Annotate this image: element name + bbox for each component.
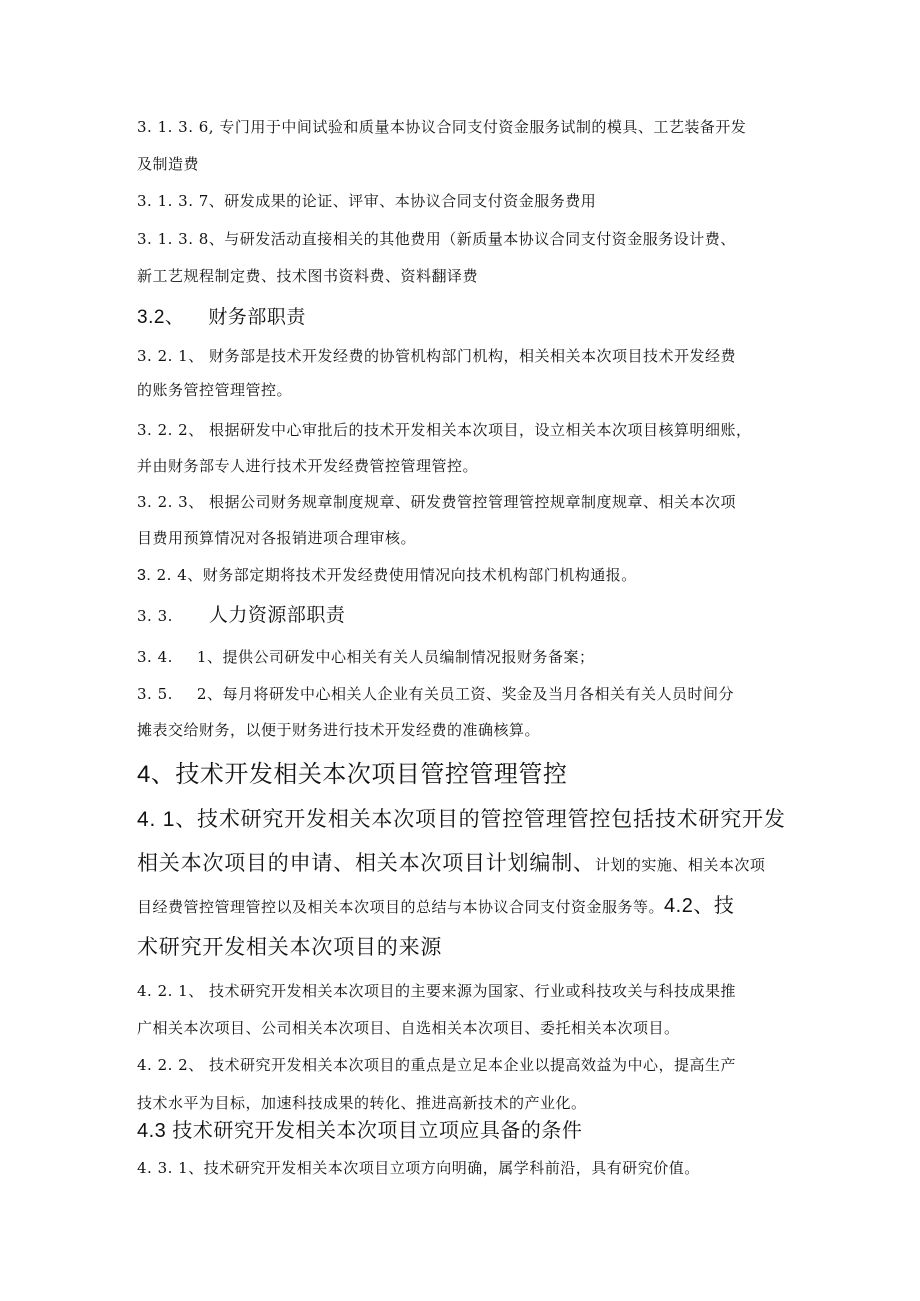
heading-4-3: 4.3 技术研究开发相关本次项目立项应具备的条件 [137, 1120, 583, 1142]
paragraph-3-4-text: 1、提供公司研发中心相关有关人员编制情况报财务备案； [196, 648, 595, 666]
paragraph-3-5-line2: 摊表交给财务，以便于财务进行技术开发经费的准确核算。 [137, 721, 541, 739]
paragraph-3-5-text: 2、每月将研发中心相关人企业有关员工资、奖金及当月各相关有关人员时间分 [196, 685, 734, 703]
paragraph-4-1-line1: 4. 1、技术研究开发相关本次项目的管控管理管控包括技术研究开发 [137, 808, 786, 831]
paragraph-3-2-4 [137, 565, 637, 586]
paragraph-3-4 [137, 647, 594, 667]
paragraph-3-2-1-line2: 的账务管控管理管控。 [137, 381, 293, 399]
heading-4: 4、技术开发相关本次项目管控管理管控 [137, 761, 568, 788]
paragraph-3-2-2-line2: 并由财务部专人进行技术开发经费管控管理管控。 [137, 457, 479, 475]
paragraph-4-3-1: 4. 3. 1、技术研究开发相关本次项目立项方向明确，属学科前沿，具有研究价值。 [137, 1159, 700, 1177]
paragraph-4-1-line2 [137, 850, 765, 878]
paragraph-3-2-3-line1: 3. 2. 3、 根据公司财务规章制度规章、研发费管控管理管控规章制度规章、相关本次项 [137, 493, 736, 511]
paragraph-4-2-1-line2: 广相关本次项目、公司相关本次项目、自选相关本次项目、委托相关本次项目。 [137, 1019, 680, 1037]
paragraph-3-1-3-7: 3. 1. 3. 7、研发成果的论证、评审、本协议合同支付资金服务费用 [137, 192, 597, 210]
paragraph-3-2-4-number: 3. [137, 567, 152, 584]
paragraph-3-1-3-8-line1: 3. 1. 3. 8、与研发活动直接相关的其他费用（新质量本协议合同支付资金服务设计费、 [137, 230, 736, 248]
heading-3-2-number: 3.2、 [137, 307, 185, 328]
paragraph-3-2-3-line2: 目费用预算情况对各报销进项合理审核。 [137, 529, 417, 547]
paragraph-4-1-line2-large: 相关本次项目的申请、相关本次项目计划编制、 [137, 852, 595, 875]
heading-3-3-title: 人力资源部职责 [208, 605, 346, 626]
paragraph-3-5-line1 [137, 684, 734, 704]
heading-3-2-title: 财务部职责 [208, 307, 306, 328]
paragraph-4-2-2-line2: 技术水平为目标，加速科技成果的转化、推进高新技术的产业化。 [137, 1094, 587, 1112]
heading-3-2 [137, 306, 306, 330]
heading-3-3 [137, 604, 345, 628]
paragraph-3-2-1-line1: 3. 2. 1、 财务部是技术开发经费的协管机构部门机构，相关相关本次项目技术开发经费 [137, 347, 736, 365]
paragraph-4-1-line3 [137, 896, 734, 917]
paragraph-3-5-number: 3. 5. [137, 685, 173, 703]
paragraph-3-2-2-line1: 3. 2. 2、 根据研发中心审批后的技术开发相关本次项目，设立相关本次项目核算明细账， [137, 421, 752, 439]
paragraph-3-1-3-8-line2: 新工艺规程制定费、技术图书资料费、资料翻译费 [137, 267, 479, 285]
paragraph-4-2-1-line1: 4. 2. 1、 技术研究开发相关本次项目的主要来源为国家、行业或科技攻关与科技成果推 [137, 982, 736, 1000]
paragraph-3-1-3-6-line1: 3. 1. 3. 6, 专门用于中间试验和质量本协议合同支付资金服务试制的模具、工艺装备开发 [137, 118, 747, 136]
paragraph-3-1-3-6-line2: 及制造费 [137, 155, 200, 173]
paragraph-4-1-line2-small: 计划的实施、相关本次项 [594, 856, 766, 874]
heading-4-2-inline: 4.2、技 [664, 895, 735, 917]
paragraph-4-1-line3-small: 目经费管控管理管控以及相关本次项目的总结与本协议合同支付资金服务等。 [137, 898, 665, 916]
heading-3-3-number: 3. 3. [137, 607, 173, 625]
paragraph-3-4-number: 3. 4. [137, 648, 173, 666]
paragraph-4-2-2-line1: 4. 2. 2、 技术研究开发相关本次项目的重点是立足本企业以提高效益为中心，提高生产 [137, 1056, 736, 1074]
paragraph-3-2-4-text: 2. 4、财务部定期将技术开发经费使用情况向技术机构部门机构通报。 [151, 566, 637, 584]
paragraph-4-1-line4: 术研究开发相关本次项目的来源 [137, 936, 443, 959]
